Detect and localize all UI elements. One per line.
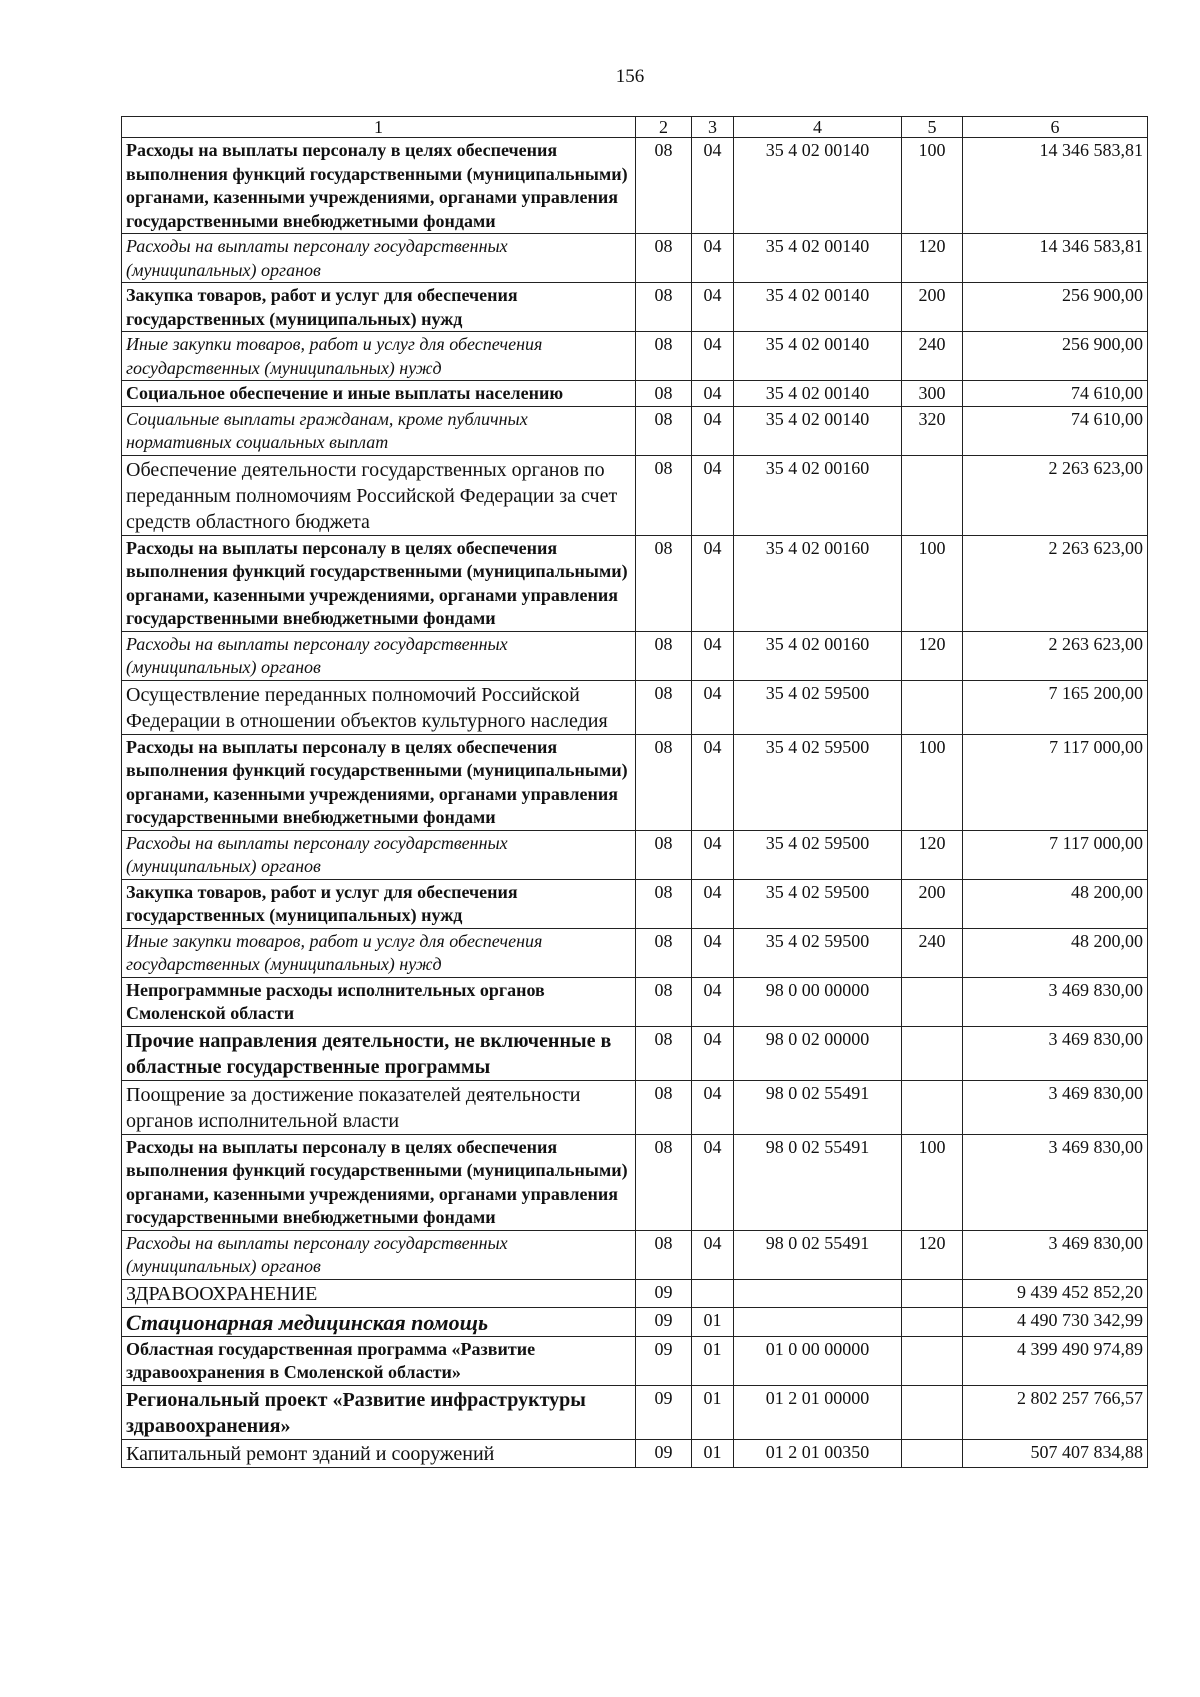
row-name-cell: Стационарная медицинская помощь <box>122 1307 636 1336</box>
subsection-code-cell: 01 <box>692 1307 734 1336</box>
header-cell: 2 <box>636 117 692 138</box>
section-code-cell: 09 <box>636 1336 692 1385</box>
table-row <box>122 283 1148 332</box>
subsection-code-cell: 04 <box>692 977 734 1026</box>
subsection-code-cell: 01 <box>692 1385 734 1439</box>
subsection-code-cell: 04 <box>692 381 734 407</box>
row-name-cell: Расходы на выплаты персоналу в целях обеспечения выполнения функций государственными (муниципальными) органами, казенными учреждениями, органами управления государственными внебюджетными фондами <box>122 734 636 830</box>
subsection-code-cell: 04 <box>692 1230 734 1279</box>
amount-cell: 3 469 830,00 <box>963 977 1148 1026</box>
section-code-cell: 08 <box>636 138 692 234</box>
table-row <box>122 1307 1148 1336</box>
target-article-cell: 98 0 02 55491 <box>734 1134 902 1230</box>
table-row <box>122 879 1148 928</box>
section-code-cell: 09 <box>636 1439 692 1467</box>
expense-type-cell <box>902 1026 963 1080</box>
expense-type-cell: 100 <box>902 138 963 234</box>
table-row <box>122 928 1148 977</box>
amount-cell: 3 469 830,00 <box>963 1134 1148 1230</box>
target-article-cell: 35 4 02 00140 <box>734 332 902 381</box>
section-code-cell: 08 <box>636 631 692 680</box>
target-article-cell: 35 4 02 00140 <box>734 381 902 407</box>
expense-type-cell <box>902 1080 963 1134</box>
section-code-cell: 08 <box>636 734 692 830</box>
section-code-cell: 08 <box>636 1026 692 1080</box>
subsection-code-cell: 04 <box>692 138 734 234</box>
subsection-code-cell: 04 <box>692 734 734 830</box>
subsection-code-cell: 04 <box>692 406 734 455</box>
row-name-cell: Закупка товаров, работ и услуг для обеспечения государственных (муниципальных) нужд <box>122 283 636 332</box>
table-row <box>122 1080 1148 1134</box>
amount-cell: 2 263 623,00 <box>963 535 1148 631</box>
table-row <box>122 1134 1148 1230</box>
section-code-cell: 08 <box>636 830 692 879</box>
subsection-code-cell: 04 <box>692 1134 734 1230</box>
subsection-code-cell: 04 <box>692 928 734 977</box>
table-row <box>122 455 1148 535</box>
target-article-cell: 35 4 02 00140 <box>734 283 902 332</box>
subsection-code-cell: 04 <box>692 455 734 535</box>
section-code-cell: 09 <box>636 1279 692 1307</box>
table-row <box>122 1385 1148 1439</box>
expense-type-cell <box>902 1385 963 1439</box>
expense-type-cell: 320 <box>902 406 963 455</box>
row-name-cell: Капитальный ремонт зданий и сооружений <box>122 1439 636 1467</box>
section-code-cell: 08 <box>636 535 692 631</box>
amount-cell: 507 407 834,88 <box>963 1439 1148 1467</box>
subsection-code-cell <box>692 1279 734 1307</box>
target-article-cell: 35 4 02 59500 <box>734 928 902 977</box>
target-article-cell: 98 0 00 00000 <box>734 977 902 1026</box>
expense-type-cell: 300 <box>902 381 963 407</box>
section-code-cell: 08 <box>636 283 692 332</box>
section-code-cell: 08 <box>636 928 692 977</box>
table-row <box>122 535 1148 631</box>
row-name-cell: Прочие направления деятельности, не включенные в областные государственные программы <box>122 1026 636 1080</box>
table-row <box>122 734 1148 830</box>
section-code-cell: 08 <box>636 381 692 407</box>
expense-type-cell: 100 <box>902 535 963 631</box>
amount-cell: 7 117 000,00 <box>963 734 1148 830</box>
table-row <box>122 138 1148 234</box>
row-name-cell: Расходы на выплаты персоналу в целях обеспечения выполнения функций государственными (муниципальными) органами, казенными учреждениями, органами управления государственными внебюджетными фондами <box>122 1134 636 1230</box>
header-row <box>122 117 1148 138</box>
section-code-cell: 08 <box>636 1080 692 1134</box>
amount-cell: 256 900,00 <box>963 332 1148 381</box>
table-row <box>122 631 1148 680</box>
row-name-cell: Непрограммные расходы исполнительных органов Смоленской области <box>122 977 636 1026</box>
target-article-cell <box>734 1307 902 1336</box>
amount-cell: 14 346 583,81 <box>963 234 1148 283</box>
row-name-cell: ЗДРАВООХРАНЕНИЕ <box>122 1279 636 1307</box>
table-row <box>122 1439 1148 1467</box>
amount-cell: 7 117 000,00 <box>963 830 1148 879</box>
target-article-cell: 35 4 02 00140 <box>734 234 902 283</box>
amount-cell: 48 200,00 <box>963 928 1148 977</box>
table-row <box>122 1279 1148 1307</box>
section-code-cell: 08 <box>636 1134 692 1230</box>
row-name-cell: Иные закупки товаров, работ и услуг для обеспечения государственных (муниципальных) нужд <box>122 928 636 977</box>
expense-type-cell: 120 <box>902 1230 963 1279</box>
amount-cell: 4 399 490 974,89 <box>963 1336 1148 1385</box>
amount-cell: 4 490 730 342,99 <box>963 1307 1148 1336</box>
expense-type-cell: 100 <box>902 1134 963 1230</box>
subsection-code-cell: 04 <box>692 680 734 734</box>
target-article-cell: 35 4 02 00160 <box>734 535 902 631</box>
subsection-code-cell: 01 <box>692 1439 734 1467</box>
section-code-cell: 08 <box>636 879 692 928</box>
target-article-cell: 35 4 02 59500 <box>734 734 902 830</box>
target-article-cell: 35 4 02 59500 <box>734 830 902 879</box>
target-article-cell: 35 4 02 59500 <box>734 680 902 734</box>
row-name-cell: Расходы на выплаты персоналу государственных (муниципальных) органов <box>122 830 636 879</box>
expense-type-cell <box>902 1439 963 1467</box>
section-code-cell: 08 <box>636 332 692 381</box>
expense-type-cell: 100 <box>902 734 963 830</box>
subsection-code-cell: 04 <box>692 631 734 680</box>
table-row <box>122 1230 1148 1279</box>
row-name-cell: Обеспечение деятельности государственных органов по переданным полномочиям Российской Федерации за счет средств областного бюджета <box>122 455 636 535</box>
subsection-code-cell: 04 <box>692 332 734 381</box>
row-name-cell: Осуществление переданных полномочий Российской Федерации в отношении объектов культурного наследия <box>122 680 636 734</box>
section-code-cell: 09 <box>636 1307 692 1336</box>
target-article-cell <box>734 1279 902 1307</box>
subsection-code-cell: 04 <box>692 234 734 283</box>
page-number: 156 <box>615 66 645 87</box>
table-row <box>122 1026 1148 1080</box>
amount-cell: 9 439 452 852,20 <box>963 1279 1148 1307</box>
section-code-cell: 09 <box>636 1385 692 1439</box>
table-row <box>122 234 1148 283</box>
expense-type-cell <box>902 977 963 1026</box>
subsection-code-cell: 04 <box>692 283 734 332</box>
amount-cell: 2 263 623,00 <box>963 631 1148 680</box>
budget-table <box>121 116 1148 1468</box>
target-article-cell: 01 0 00 00000 <box>734 1336 902 1385</box>
header-cell: 1 <box>122 117 636 138</box>
section-code-cell: 08 <box>636 455 692 535</box>
row-name-cell: Областная государственная программа «Развитие здравоохранения в Смоленской области» <box>122 1336 636 1385</box>
expense-type-cell: 200 <box>902 283 963 332</box>
table-row <box>122 680 1148 734</box>
header-cell: 4 <box>734 117 902 138</box>
amount-cell: 48 200,00 <box>963 879 1148 928</box>
section-code-cell: 08 <box>636 234 692 283</box>
target-article-cell: 35 4 02 00140 <box>734 138 902 234</box>
subsection-code-cell: 04 <box>692 1026 734 1080</box>
table-row <box>122 381 1148 407</box>
amount-cell: 3 469 830,00 <box>963 1026 1148 1080</box>
target-article-cell: 35 4 02 59500 <box>734 879 902 928</box>
expense-type-cell: 120 <box>902 631 963 680</box>
row-name-cell: Социальные выплаты гражданам, кроме публичных нормативных социальных выплат <box>122 406 636 455</box>
table-row <box>122 332 1148 381</box>
target-article-cell: 98 0 02 55491 <box>734 1080 902 1134</box>
row-name-cell: Социальное обеспечение и иные выплаты населению <box>122 381 636 407</box>
expense-type-cell <box>902 680 963 734</box>
header-cell: 3 <box>692 117 734 138</box>
amount-cell: 14 346 583,81 <box>963 138 1148 234</box>
amount-cell: 3 469 830,00 <box>963 1080 1148 1134</box>
expense-type-cell <box>902 455 963 535</box>
section-code-cell: 08 <box>636 977 692 1026</box>
target-article-cell: 35 4 02 00160 <box>734 455 902 535</box>
expense-type-cell: 240 <box>902 928 963 977</box>
expense-type-cell: 120 <box>902 234 963 283</box>
table-row <box>122 977 1148 1026</box>
expense-type-cell: 120 <box>902 830 963 879</box>
subsection-code-cell: 04 <box>692 535 734 631</box>
row-name-cell: Расходы на выплаты персоналу в целях обеспечения выполнения функций государственными (муниципальными) органами, казенными учреждениями, органами управления государственными внебюджетными фондами <box>122 138 636 234</box>
row-name-cell: Расходы на выплаты персоналу в целях обеспечения выполнения функций государственными (муниципальными) органами, казенными учреждениями, органами управления государственными внебюджетными фондами <box>122 535 636 631</box>
target-article-cell: 35 4 02 00140 <box>734 406 902 455</box>
subsection-code-cell: 01 <box>692 1336 734 1385</box>
row-name-cell: Региональный проект «Развитие инфраструктуры здравоохранения» <box>122 1385 636 1439</box>
amount-cell: 74 610,00 <box>963 381 1148 407</box>
amount-cell: 2 263 623,00 <box>963 455 1148 535</box>
amount-cell: 7 165 200,00 <box>963 680 1148 734</box>
target-article-cell: 98 0 02 55491 <box>734 1230 902 1279</box>
table-row <box>122 406 1148 455</box>
section-code-cell: 08 <box>636 406 692 455</box>
expense-type-cell <box>902 1279 963 1307</box>
row-name-cell: Расходы на выплаты персоналу государственных (муниципальных) органов <box>122 631 636 680</box>
target-article-cell: 01 2 01 00000 <box>734 1385 902 1439</box>
target-article-cell: 01 2 01 00350 <box>734 1439 902 1467</box>
header-cell: 5 <box>902 117 963 138</box>
table-row <box>122 1336 1148 1385</box>
expense-type-cell: 200 <box>902 879 963 928</box>
amount-cell: 74 610,00 <box>963 406 1148 455</box>
amount-cell: 3 469 830,00 <box>963 1230 1148 1279</box>
expense-type-cell: 240 <box>902 332 963 381</box>
expense-type-cell <box>902 1336 963 1385</box>
subsection-code-cell: 04 <box>692 830 734 879</box>
expense-type-cell <box>902 1307 963 1336</box>
amount-cell: 256 900,00 <box>963 283 1148 332</box>
section-code-cell: 08 <box>636 1230 692 1279</box>
section-code-cell: 08 <box>636 680 692 734</box>
row-name-cell: Расходы на выплаты персоналу государственных (муниципальных) органов <box>122 234 636 283</box>
subsection-code-cell: 04 <box>692 879 734 928</box>
row-name-cell: Расходы на выплаты персоналу государственных (муниципальных) органов <box>122 1230 636 1279</box>
target-article-cell: 98 0 02 00000 <box>734 1026 902 1080</box>
target-article-cell: 35 4 02 00160 <box>734 631 902 680</box>
header-cell: 6 <box>963 117 1148 138</box>
subsection-code-cell: 04 <box>692 1080 734 1134</box>
row-name-cell: Поощрение за достижение показателей деятельности органов исполнительной власти <box>122 1080 636 1134</box>
row-name-cell: Закупка товаров, работ и услуг для обеспечения государственных (муниципальных) нужд <box>122 879 636 928</box>
table-row <box>122 830 1148 879</box>
row-name-cell: Иные закупки товаров, работ и услуг для обеспечения государственных (муниципальных) нужд <box>122 332 636 381</box>
amount-cell: 2 802 257 766,57 <box>963 1385 1148 1439</box>
